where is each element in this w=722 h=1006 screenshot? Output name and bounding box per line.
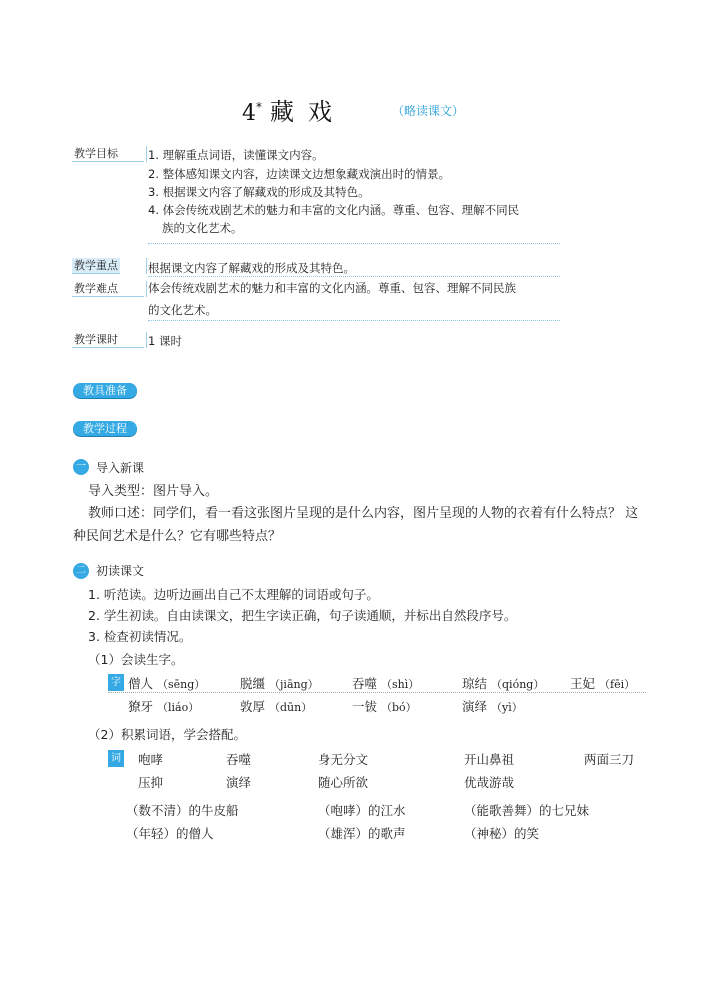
char-item: 僧人 （sēng）: [128, 676, 206, 691]
objective-3: 3. 根据课文内容了解藏戏的形成及其特色。: [148, 185, 370, 199]
optional-mark: *: [256, 100, 262, 114]
key-point-divider: [146, 258, 147, 274]
difficulty-separator: [148, 320, 560, 321]
word-item: 身无分文: [318, 752, 369, 767]
char-item: 吞噬 （shì）: [352, 676, 420, 691]
objective-1: 1. 理解重点词语，读懂课文内容。: [148, 148, 324, 162]
hours-label-underline: [72, 347, 144, 348]
collocation-item: （雄浑）的歌声: [318, 826, 406, 841]
teacher-speech-2: 种民间艺术是什么？它有哪些特点？: [73, 529, 282, 544]
char-item: 獠牙 （liáo）: [128, 699, 200, 714]
section-one-number: 一: [73, 459, 89, 475]
sub-step-read-chars: （1）会读生字。: [88, 652, 184, 667]
words-badge: 词: [108, 750, 124, 767]
step-3: 3. 检查初读情况。: [88, 629, 192, 644]
step-1: 1. 听范读。边听边画出自己不太理解的词语或句子。: [88, 587, 379, 602]
hours-label: 教学课时: [74, 333, 118, 346]
word-item: 随心所欲: [318, 775, 369, 790]
key-point-separator: [148, 276, 560, 277]
sub-step-words: （2）积累词语，学会搭配。: [88, 727, 246, 742]
word-item: 两面三刀: [584, 752, 635, 767]
intro-type: 导入类型：图片导入。: [88, 484, 219, 499]
objective-4: 4. 体会传统戏剧艺术的魅力和丰富的文化内涵。尊重、包容、理解不同民: [148, 203, 520, 217]
hours-divider: [146, 332, 147, 348]
difficulty-divider: [146, 281, 147, 297]
objectives-divider: [146, 146, 147, 162]
char-item: 王妃 （fēi）: [570, 676, 636, 691]
objective-2: 2. 整体感知课文内容，边读课文边想象藏戏演出时的情景。: [148, 167, 451, 181]
word-item: 优哉游哉: [464, 775, 515, 790]
difficulty-label: 教学难点: [74, 282, 118, 295]
collocation-item: （能歌善舞）的七兄妹: [464, 803, 590, 818]
section-two-number: 二: [73, 563, 89, 579]
key-point-label: 教学重点: [74, 259, 118, 272]
word-item: 咆哮: [138, 752, 164, 767]
char-item: 一钹 （bó）: [352, 699, 417, 714]
lesson-name: 藏戏: [270, 98, 346, 126]
word-item: 吞噬: [226, 752, 252, 767]
chars-badge: 字: [108, 674, 124, 691]
section-two-title: 初读课文: [96, 564, 145, 578]
char-item: 脱缰 （jiāng）: [240, 676, 319, 691]
collocation-item: （年轻）的僧人: [126, 826, 214, 841]
step-2: 2. 学生初读。自由读课文，把生字读正确，句子读通顺，并标出自然段序号。: [88, 608, 517, 623]
difficulty-label-underline: [72, 296, 144, 297]
lesson-type-note: （略读课文）: [392, 104, 465, 118]
teaching-aids-pill: 教具准备: [73, 383, 137, 398]
char-item: 演绎 （yì）: [462, 699, 523, 714]
key-point-text: 根据课文内容了解藏戏的形成及其特色。: [148, 261, 355, 275]
chars-separator: [108, 692, 646, 693]
teaching-process-pill: 教学过程: [73, 421, 137, 436]
objective-4-cont: 族的文化艺术。: [162, 221, 243, 235]
collocation-item: （数不清）的牛皮船: [126, 803, 239, 818]
hours-text: 1 课时: [148, 334, 182, 348]
lesson-title: [242, 92, 346, 127]
word-item: 开山鼻祖: [464, 752, 515, 767]
char-item: 敦厚 （dūn）: [240, 699, 313, 714]
objectives-label: 教学目标: [74, 147, 118, 160]
difficulty-text-1: 体会传统戏剧艺术的魅力和丰富的文化内涵。尊重、包容、理解不同民族: [148, 281, 516, 295]
char-item: 琼结 （qióng）: [462, 676, 545, 691]
section-one-title: 导入新课: [96, 461, 145, 475]
objectives-separator: [148, 243, 560, 244]
word-item: 压抑: [138, 775, 164, 790]
collocation-item: （神秘）的笑: [464, 826, 540, 841]
objectives-label-underline: [72, 161, 144, 162]
collocation-item: （咆哮）的江水: [318, 803, 406, 818]
difficulty-text-2: 的文化艺术。: [148, 303, 217, 317]
teacher-speech-1: 教师口述：同学们，看一看这张图片呈现的是什么内容，图片呈现的人物的衣着有什么特点？ 这: [88, 506, 639, 521]
lesson-number: 4: [242, 101, 256, 126]
word-item: 演绎: [226, 775, 252, 790]
